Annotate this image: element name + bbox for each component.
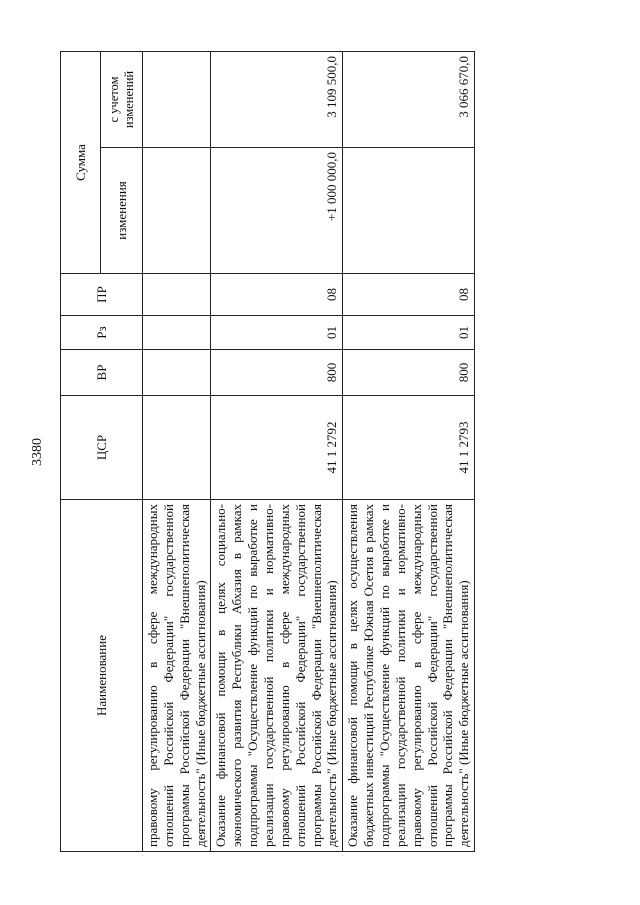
row-pr [143, 274, 211, 316]
row-rz [143, 316, 211, 350]
page-number: 3380 [30, 438, 45, 466]
row-change [143, 148, 211, 274]
row-rz: 01 [211, 316, 343, 350]
row-vr: 800 [343, 350, 475, 396]
row-total: 3 109 500,0 [211, 52, 343, 148]
header-pr: ПР [61, 274, 143, 316]
table-row [343, 52, 475, 852]
row-name: правовому регулированию в сфере международных отношений Российской Федерации" государственной программы Российской Федерации "Внешнеполитическая деятельность" (Иные бюджетные ассигнования) [143, 500, 211, 852]
row-name: Оказание финансовой помощи в целях осуществления бюджетных инвестиций Республике Южная Осетия в рамках подпрограммы "Осуществление функций по выработке и реализации государственной политики и нормативно-правовому регулированию в сфере международных отношений Российской Федерации" государственной программы Российской Федерации "Внешнеполитическая деятельность" (Иные бюджетные ассигнования) [343, 500, 475, 852]
header-csr: ЦСР [61, 396, 143, 500]
row-name: Оказание финансовой помощи в целях социально-экономического развития Республики Абхазия в рамках подпрограммы "Осуществление функций по выработке и реализации государственной политики и нормативно-правовому регулированию в сфере международных отношений Российской Федерации" государственной программы Российской Федерации "Внешнеполитическая деятельность" (Иные бюджетные ассигнования) [211, 500, 343, 852]
budget-table-page [60, 52, 580, 852]
header-vr: ВР [61, 350, 143, 396]
header-change: изменения [101, 148, 143, 274]
row-rz: 01 [343, 316, 475, 350]
table-row [143, 52, 211, 852]
row-pr: 08 [211, 274, 343, 316]
row-total: 3 066 670,0 [343, 52, 475, 148]
table-header [61, 52, 143, 852]
header-with-changes: с учетом изменений [101, 52, 143, 148]
row-vr: 800 [211, 350, 343, 396]
row-csr: 41 1 2793 [343, 396, 475, 500]
row-change [343, 148, 475, 274]
header-name: Наименование [61, 500, 143, 852]
row-csr [143, 396, 211, 500]
row-total [143, 52, 211, 148]
header-sum: Сумма [61, 52, 101, 274]
row-pr: 08 [343, 274, 475, 316]
row-csr: 41 1 2792 [211, 396, 343, 500]
budget-table [60, 51, 475, 852]
header-rz: Рз [61, 316, 143, 350]
row-change: +1 000 000,0 [211, 148, 343, 274]
table-row [211, 52, 343, 852]
row-vr [143, 350, 211, 396]
